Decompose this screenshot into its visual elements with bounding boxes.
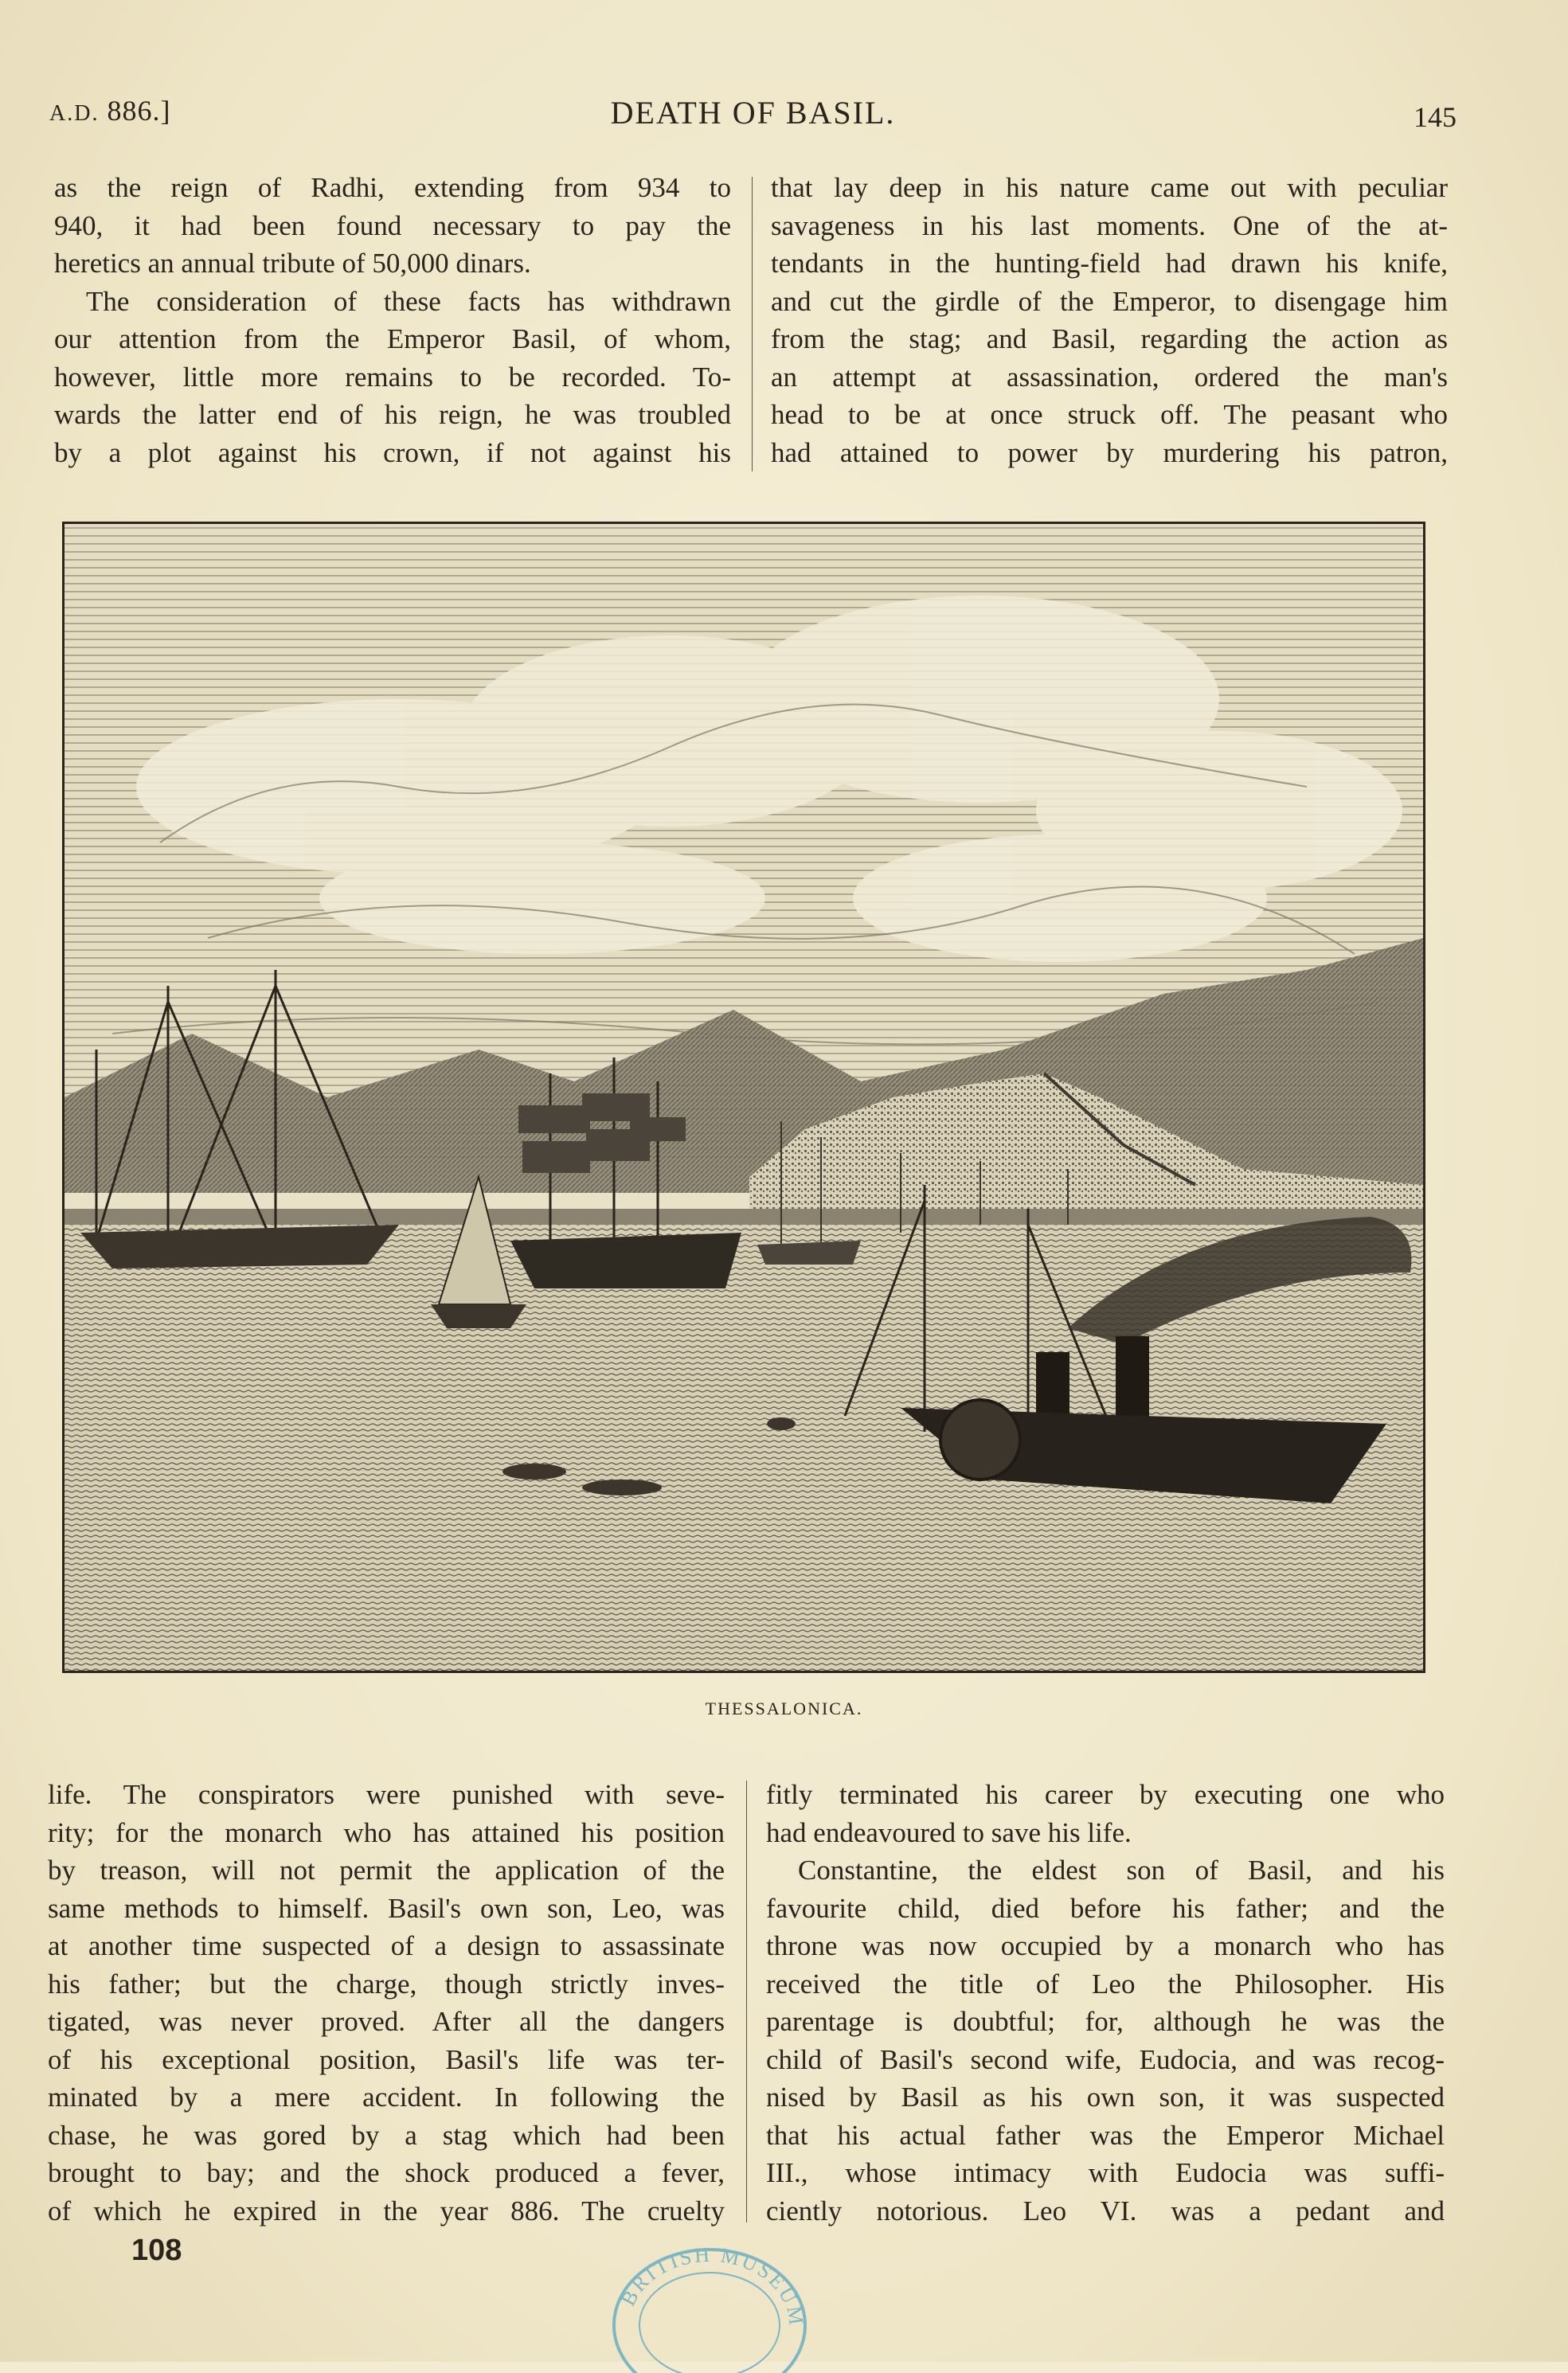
- figure-caption: THESSALONICA.: [705, 1699, 863, 1718]
- text-line: child of Basil's second wife, Eudocia, and was recog-: [766, 2043, 1445, 2075]
- text-line: had endeavoured to save his life.: [766, 1816, 1132, 1848]
- text-line: ciently notorious. Leo VI. was a pedant and: [766, 2195, 1445, 2226]
- text-line: favourite child, died before his father; and the: [766, 1892, 1445, 1924]
- harbour-illustration: [65, 524, 1423, 1671]
- text-line: 940, it had been found necessary to pay the: [54, 209, 731, 241]
- column-rule: [752, 177, 753, 471]
- text-line: from the stag; and Basil, regarding the action as: [771, 323, 1448, 354]
- column-rule: [746, 1781, 747, 2222]
- bottom-right-column: [766, 1776, 1445, 2230]
- text-line: III., whose intimacy with Eudocia was suffi-: [766, 2157, 1445, 2188]
- signature-folio: 108: [131, 2234, 182, 2267]
- text-line: of which he expired in the year 886. The cruelty: [48, 2195, 725, 2226]
- engraving-thessalonica: [62, 522, 1425, 1673]
- text-line: of his exceptional position, Basil's life was ter-: [48, 2043, 725, 2075]
- text-line: rity; for the monarch who has attained his position: [48, 1816, 725, 1848]
- text-line: by treason, will not permit the application of the: [48, 1855, 725, 1886]
- text-line: that his actual father was the Emperor Michael: [766, 2119, 1445, 2151]
- text-line: Constantine, the eldest son of Basil, and his: [798, 1855, 1445, 1886]
- top-right-column: [771, 169, 1448, 471]
- text-line: and cut the girdle of the Emperor, to disengage him: [771, 285, 1448, 317]
- text-line: fitly terminated his career by executing one who: [766, 1779, 1445, 1810]
- header-year: 886.]: [107, 95, 171, 127]
- text-line: savageness in his last moments. One of the at-: [771, 209, 1448, 241]
- svg-text:BRITISH MUSEUM: BRITISH MUSEUM: [616, 2242, 808, 2329]
- text-line: that lay deep in his nature came out with peculiar: [771, 172, 1448, 203]
- text-line: by a plot against his crown, if not against his: [54, 436, 731, 468]
- text-line: heretics an annual tribute of 50,000 dinars.: [54, 248, 531, 279]
- text-line: The consideration of these facts has withdrawn: [86, 285, 731, 317]
- text-line: nised by Basil as his own son, it was suspected: [766, 2082, 1445, 2113]
- text-line: our attention from the Emperor Basil, of whom,: [54, 323, 731, 354]
- top-left-column: [54, 169, 731, 471]
- text-line: wards the latter end of his reign, he was troubled: [54, 399, 731, 430]
- text-line: as the reign of Radhi, extending from 934 to: [54, 172, 731, 203]
- running-header: [49, 94, 1457, 142]
- text-line: same methods to himself. Basil's own son, Leo, was: [48, 1892, 725, 1924]
- text-line: tendants in the hunting-field had drawn his knife,: [771, 248, 1448, 279]
- header-era: A.D.: [49, 101, 100, 126]
- text-line: chase, he was gored by a stag which had been: [48, 2119, 725, 2151]
- bottom-left-column: [48, 1776, 725, 2230]
- text-line: life. The conspirators were punished with seve-: [48, 1779, 725, 1810]
- text-line: throne was now occupied by a monarch who has: [766, 1930, 1445, 1961]
- text-line: brought to bay; and the shock produced a fever,: [48, 2157, 725, 2188]
- text-line: tigated, was never proved. After all the dangers: [48, 2006, 725, 2037]
- text-line: however, little more remains to be recorded. To-: [54, 361, 731, 393]
- text-line: at another time suspected of a design to assassinate: [48, 1930, 725, 1961]
- text-line: minated by a mere accident. In following the: [48, 2082, 725, 2113]
- text-line: had attained to power by murdering his patron,: [771, 436, 1448, 468]
- text-line: received the title of Leo the Philosopher. His: [766, 1968, 1445, 2000]
- text-line: an attempt at assassination, ordered the man's: [771, 361, 1448, 393]
- page-title: DEATH OF BASIL.: [610, 95, 896, 131]
- page-number: 145: [1414, 101, 1457, 133]
- museum-stamp-icon: [602, 2238, 817, 2373]
- text-line: his father; but the charge, though strictly inves-: [48, 1968, 725, 2000]
- text-line: parentage is doubtful; for, although he was the: [766, 2006, 1445, 2037]
- text-line: head to be at once struck off. The peasant who: [771, 399, 1448, 430]
